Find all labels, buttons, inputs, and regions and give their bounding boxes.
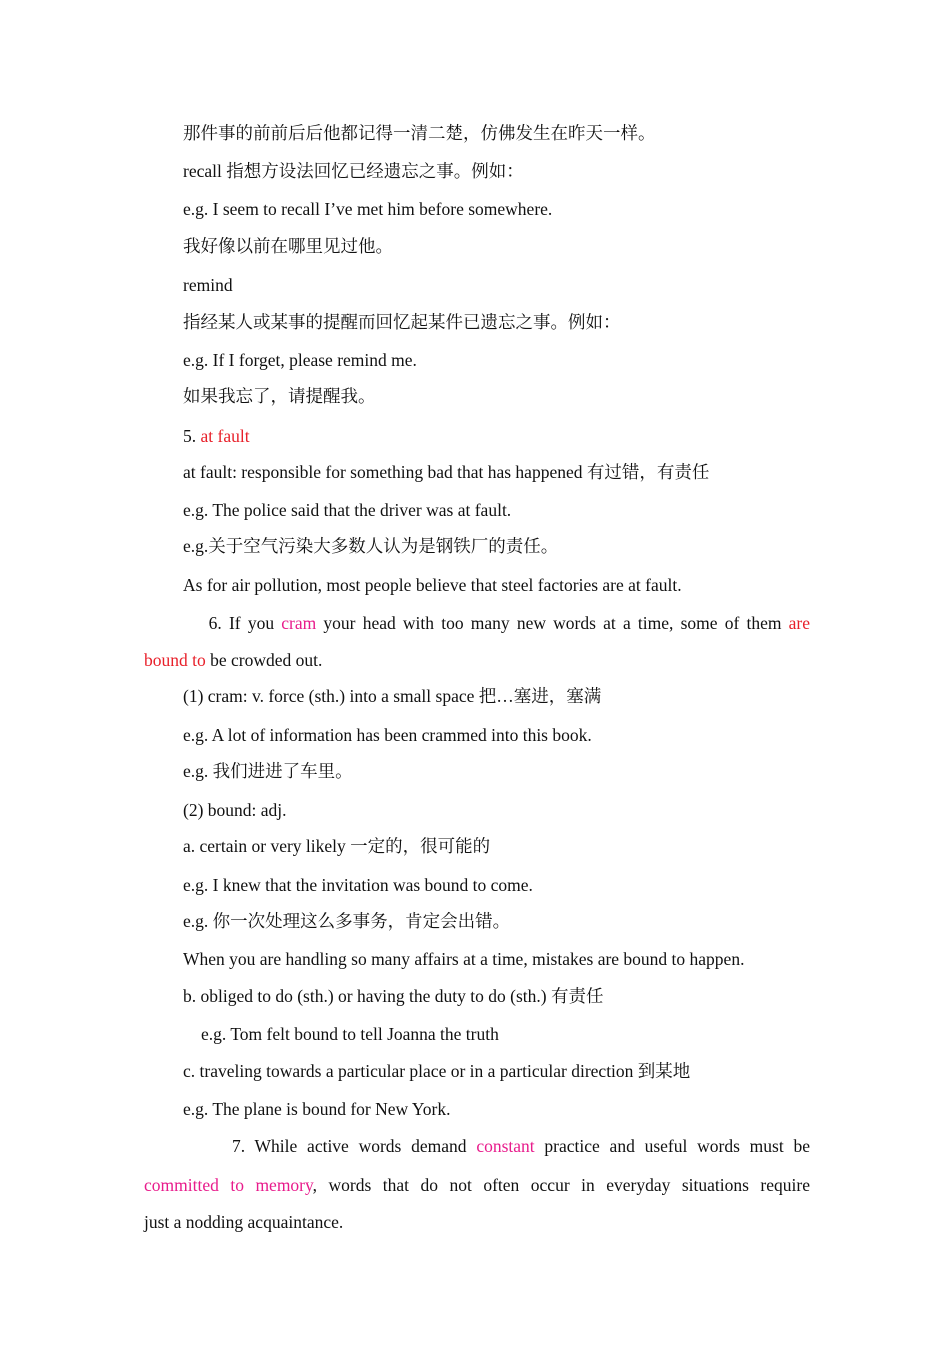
example-line: e.g. 你一次处理这么多事务，肯定会出错。 — [183, 911, 511, 931]
text-line: 指经某人或某事的提醒而回忆起某件已遗忘之事。例如： — [183, 312, 621, 332]
highlighted-word: are — [788, 613, 811, 633]
text-span: your head with too many new words at a time, some of them — [316, 613, 789, 633]
definition-heading: (2) bound: adj. — [183, 800, 287, 820]
example-line: e.g. The police said that the driver was at fault. — [183, 500, 512, 520]
example-line: e.g. I knew that the invitation was bound to come. — [183, 875, 533, 895]
text-span: practice and useful words must be — [534, 1136, 810, 1156]
translation-line: As for air pollution, most people believe that steel factories are at fault. — [183, 575, 682, 595]
example-line: e.g. A lot of information has been crammed into this book. — [183, 725, 592, 745]
highlighted-phrase: at fault — [200, 426, 250, 446]
definition-line: b. obliged to do (sth.) or having the duty to do (sth.) 有责任 — [183, 986, 604, 1006]
section-heading-7 — [144, 1135, 810, 1157]
term-heading: remind — [183, 275, 233, 295]
highlighted-phrase: committed to memory — [144, 1175, 313, 1195]
text-line-continued: just a nodding acquaintance. — [144, 1212, 344, 1232]
translation-line: 如果我忘了，请提醒我。 — [183, 386, 376, 406]
text-span: 6. If you — [208, 613, 282, 633]
text-span: , words that do not often occur in everyday situations require — [312, 1175, 810, 1195]
text-line-continued — [144, 649, 322, 671]
text-line: recall 指想方设法回忆已经遗忘之事。例如： — [183, 161, 524, 181]
translation-line: 我好像以前在哪里见过他。 — [183, 236, 393, 256]
example-line: e.g.关于空气污染大多数人认为是钢铁厂的责任。 — [183, 536, 559, 556]
definition-line: a. certain or very likely 一定的，很可能的 — [183, 836, 491, 856]
text-span: be crowded out. — [205, 650, 323, 670]
translation-line: When you are handling so many affairs at a time, mistakes are bound to happen. — [183, 949, 745, 969]
section-number: 5. — [183, 426, 201, 446]
section-heading-6 — [144, 612, 810, 634]
highlighted-word: constant — [476, 1136, 535, 1156]
example-line: e.g. The plane is bound for New York. — [183, 1099, 451, 1119]
text-span: 7. While active words demand — [231, 1136, 477, 1156]
definition-line: c. traveling towards a particular place or in a particular direction 到某地 — [183, 1061, 691, 1081]
section-heading-5 — [183, 425, 250, 447]
highlighted-phrase: bound to — [144, 650, 206, 670]
highlighted-word: cram — [281, 613, 317, 633]
definition-line: (1) cram: v. force (sth.) into a small space 把…塞进，塞满 — [183, 686, 602, 706]
example-line: e.g. 我们进进了车里。 — [183, 761, 353, 781]
text-line-continued — [144, 1174, 810, 1196]
example-line: e.g. Tom felt bound to tell Joanna the truth — [201, 1024, 499, 1044]
definition-line: at fault: responsible for something bad that has happened 有过错，有责任 — [183, 462, 710, 482]
example-line: e.g. If I forget, please remind me. — [183, 350, 417, 370]
example-line: e.g. I seem to recall I’ve met him before somewhere. — [183, 199, 553, 219]
text-line: 那件事的前前后后他都记得一清二楚，仿佛发生在昨天一样。 — [183, 123, 656, 143]
